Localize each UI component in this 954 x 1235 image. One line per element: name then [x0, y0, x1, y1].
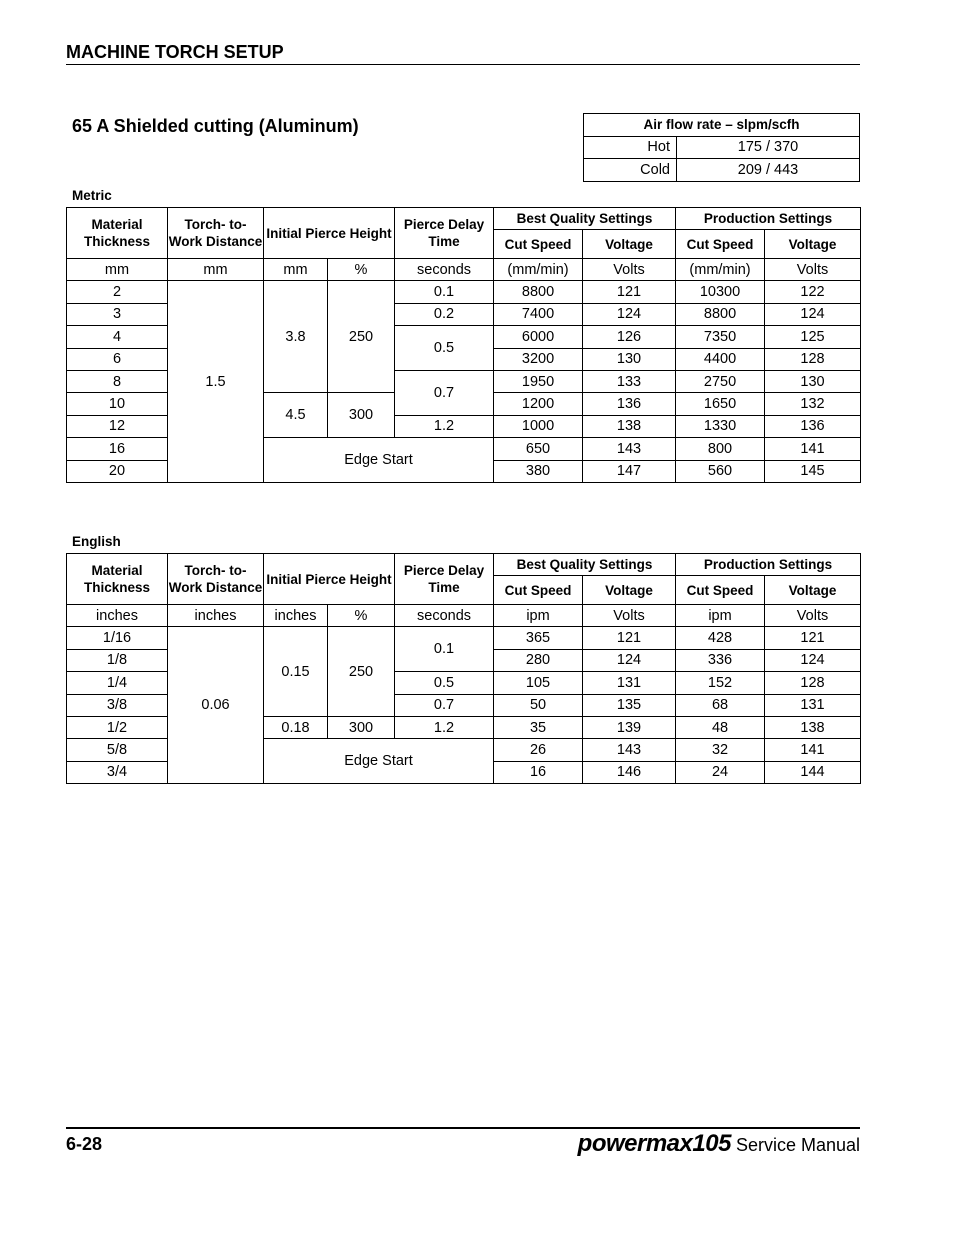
pierce-delay-cell: 1.2	[395, 716, 494, 738]
metric-table	[66, 207, 861, 483]
bq-voltage-cell: 124	[583, 303, 676, 325]
torch-distance-cell: 1.5	[168, 281, 264, 483]
cut-speed-header: Cut Speed	[676, 576, 765, 605]
bq-voltage-cell: 124	[583, 649, 676, 671]
bq-speed-cell: 1950	[494, 370, 583, 392]
prod-speed-cell: 800	[676, 438, 765, 460]
pierce-delay-cell: 0.1	[395, 281, 494, 303]
bq-speed-cell: 26	[494, 739, 583, 761]
material-thickness-header: Material Thickness	[67, 554, 168, 605]
pierce-delay-cell: 0.7	[395, 370, 494, 415]
unit-cell: (mm/min)	[494, 259, 583, 281]
prod-voltage-cell: 141	[765, 438, 861, 460]
bq-voltage-cell: 138	[583, 415, 676, 437]
thickness-cell: 3/8	[67, 694, 168, 716]
unit-cell: ipm	[676, 605, 765, 627]
bq-speed-cell: 35	[494, 716, 583, 738]
prod-voltage-cell: 145	[765, 460, 861, 482]
prod-speed-cell: 7350	[676, 326, 765, 348]
prod-speed-cell: 24	[676, 761, 765, 783]
bq-voltage-cell: 147	[583, 460, 676, 482]
unit-cell: mm	[168, 259, 264, 281]
manual-label: Service Manual	[735, 1135, 860, 1155]
prod-speed-cell: 32	[676, 739, 765, 761]
bq-speed-cell: 365	[494, 627, 583, 649]
section-header: MACHINE TORCH SETUP	[66, 42, 284, 62]
voltage-header: Voltage	[583, 576, 676, 605]
airflow-hot-label: Hot	[584, 136, 677, 159]
bq-voltage-cell: 126	[583, 326, 676, 348]
material-thickness-header: Material Thickness	[67, 208, 168, 259]
bq-speed-cell: 105	[494, 672, 583, 694]
bq-speed-cell: 280	[494, 649, 583, 671]
pierce-delay-cell: 0.5	[395, 672, 494, 694]
bq-voltage-cell: 139	[583, 716, 676, 738]
pierce-percent-cell: 300	[328, 393, 395, 438]
prod-voltage-cell: 128	[765, 672, 861, 694]
bq-voltage-cell: 130	[583, 348, 676, 370]
unit-cell: Volts	[765, 259, 861, 281]
prod-voltage-cell: 138	[765, 716, 861, 738]
pierce-percent-cell: 250	[328, 281, 395, 393]
edge-start-cell: Edge Start	[264, 739, 494, 784]
pierce-percent-cell: 300	[328, 716, 395, 738]
metric-label: Metric	[72, 188, 112, 203]
page-number: 6-28	[66, 1134, 103, 1154]
thickness-cell: 1/4	[67, 672, 168, 694]
unit-cell: seconds	[395, 605, 494, 627]
bq-speed-cell: 8800	[494, 281, 583, 303]
prod-voltage-cell: 144	[765, 761, 861, 783]
cut-speed-header: Cut Speed	[676, 230, 765, 259]
thickness-cell: 12	[67, 415, 168, 437]
production-header: Production Settings	[676, 208, 861, 230]
pierce-delay-cell: 0.5	[395, 326, 494, 371]
prod-speed-cell: 8800	[676, 303, 765, 325]
pierce-height-header: Initial Pierce Height	[264, 554, 395, 605]
thickness-cell: 3/4	[67, 761, 168, 783]
voltage-header: Voltage	[765, 230, 861, 259]
airflow-title: Air flow rate – slpm/scfh	[584, 114, 860, 137]
prod-speed-cell: 48	[676, 716, 765, 738]
english-table	[66, 553, 861, 784]
prod-voltage-cell: 141	[765, 739, 861, 761]
bq-voltage-cell: 133	[583, 370, 676, 392]
bq-speed-cell: 1000	[494, 415, 583, 437]
header-rule	[66, 64, 860, 65]
voltage-header: Voltage	[583, 230, 676, 259]
prod-voltage-cell: 125	[765, 326, 861, 348]
bq-speed-cell: 7400	[494, 303, 583, 325]
torch-distance-header: Torch- to-Work Distance	[168, 554, 264, 605]
pierce-height-cell: 4.5	[264, 393, 328, 438]
airflow-cold-label: Cold	[584, 159, 677, 182]
bq-voltage-cell: 121	[583, 627, 676, 649]
best-quality-header: Best Quality Settings	[494, 554, 676, 576]
pierce-height-cell: 0.15	[264, 627, 328, 717]
prod-voltage-cell: 132	[765, 393, 861, 415]
airflow-table	[583, 113, 860, 182]
pierce-height-cell: 0.18	[264, 716, 328, 738]
bq-speed-cell: 3200	[494, 348, 583, 370]
unit-cell: %	[328, 605, 395, 627]
thickness-cell: 6	[67, 348, 168, 370]
bq-speed-cell: 1200	[494, 393, 583, 415]
prod-speed-cell: 152	[676, 672, 765, 694]
airflow-cold-value: 209 / 443	[677, 159, 860, 182]
brand-logo: powermax105	[577, 1130, 731, 1157]
thickness-cell: 20	[67, 460, 168, 482]
prod-speed-cell: 68	[676, 694, 765, 716]
unit-cell: seconds	[395, 259, 494, 281]
unit-cell: ipm	[494, 605, 583, 627]
torch-distance-cell: 0.06	[168, 627, 264, 784]
best-quality-header: Best Quality Settings	[494, 208, 676, 230]
prod-voltage-cell: 124	[765, 649, 861, 671]
pierce-height-cell: 3.8	[264, 281, 328, 393]
thickness-cell: 4	[67, 326, 168, 348]
prod-voltage-cell: 130	[765, 370, 861, 392]
prod-voltage-cell: 124	[765, 303, 861, 325]
thickness-cell: 16	[67, 438, 168, 460]
prod-voltage-cell: 122	[765, 281, 861, 303]
bq-voltage-cell: 121	[583, 281, 676, 303]
prod-speed-cell: 1650	[676, 393, 765, 415]
bq-speed-cell: 50	[494, 694, 583, 716]
prod-speed-cell: 1330	[676, 415, 765, 437]
unit-cell: inches	[168, 605, 264, 627]
bq-voltage-cell: 143	[583, 739, 676, 761]
bq-speed-cell: 16	[494, 761, 583, 783]
pierce-delay-cell: 0.7	[395, 694, 494, 716]
pierce-delay-cell: 0.1	[395, 627, 494, 672]
thickness-cell: 8	[67, 370, 168, 392]
bq-voltage-cell: 131	[583, 672, 676, 694]
prod-speed-cell: 2750	[676, 370, 765, 392]
torch-distance-header: Torch- to-Work Distance	[168, 208, 264, 259]
thickness-cell: 1/2	[67, 716, 168, 738]
thickness-cell: 3	[67, 303, 168, 325]
unit-cell: Volts	[583, 605, 676, 627]
unit-cell: Volts	[583, 259, 676, 281]
production-header: Production Settings	[676, 554, 861, 576]
thickness-cell: 10	[67, 393, 168, 415]
pierce-delay-header: Pierce Delay Time	[395, 554, 494, 605]
thickness-cell: 1/16	[67, 627, 168, 649]
thickness-cell: 5/8	[67, 739, 168, 761]
unit-cell: mm	[67, 259, 168, 281]
unit-cell: (mm/min)	[676, 259, 765, 281]
footer-rule	[66, 1127, 860, 1129]
pierce-percent-cell: 250	[328, 627, 395, 717]
thickness-cell: 1/8	[67, 649, 168, 671]
thickness-cell: 2	[67, 281, 168, 303]
pierce-delay-cell: 1.2	[395, 415, 494, 437]
bq-speed-cell: 650	[494, 438, 583, 460]
unit-cell: inches	[67, 605, 168, 627]
edge-start-cell: Edge Start	[264, 438, 494, 483]
cut-speed-header: Cut Speed	[494, 576, 583, 605]
bq-speed-cell: 380	[494, 460, 583, 482]
prod-voltage-cell: 131	[765, 694, 861, 716]
pierce-delay-cell: 0.2	[395, 303, 494, 325]
prod-speed-cell: 560	[676, 460, 765, 482]
footer-brand	[578, 1130, 860, 1158]
prod-voltage-cell: 121	[765, 627, 861, 649]
prod-speed-cell: 10300	[676, 281, 765, 303]
prod-speed-cell: 4400	[676, 348, 765, 370]
prod-voltage-cell: 128	[765, 348, 861, 370]
unit-cell: %	[328, 259, 395, 281]
bq-voltage-cell: 135	[583, 694, 676, 716]
cut-speed-header: Cut Speed	[494, 230, 583, 259]
prod-speed-cell: 336	[676, 649, 765, 671]
unit-cell: Volts	[765, 605, 861, 627]
bq-voltage-cell: 136	[583, 393, 676, 415]
prod-speed-cell: 428	[676, 627, 765, 649]
page-title: 65 A Shielded cutting (Aluminum)	[72, 116, 359, 136]
unit-cell: mm	[264, 259, 328, 281]
bq-speed-cell: 6000	[494, 326, 583, 348]
bq-voltage-cell: 146	[583, 761, 676, 783]
pierce-height-header: Initial Pierce Height	[264, 208, 395, 259]
prod-voltage-cell: 136	[765, 415, 861, 437]
voltage-header: Voltage	[765, 576, 861, 605]
airflow-hot-value: 175 / 370	[677, 136, 860, 159]
pierce-delay-header: Pierce Delay Time	[395, 208, 494, 259]
english-label: English	[72, 534, 121, 549]
bq-voltage-cell: 143	[583, 438, 676, 460]
unit-cell: inches	[264, 605, 328, 627]
